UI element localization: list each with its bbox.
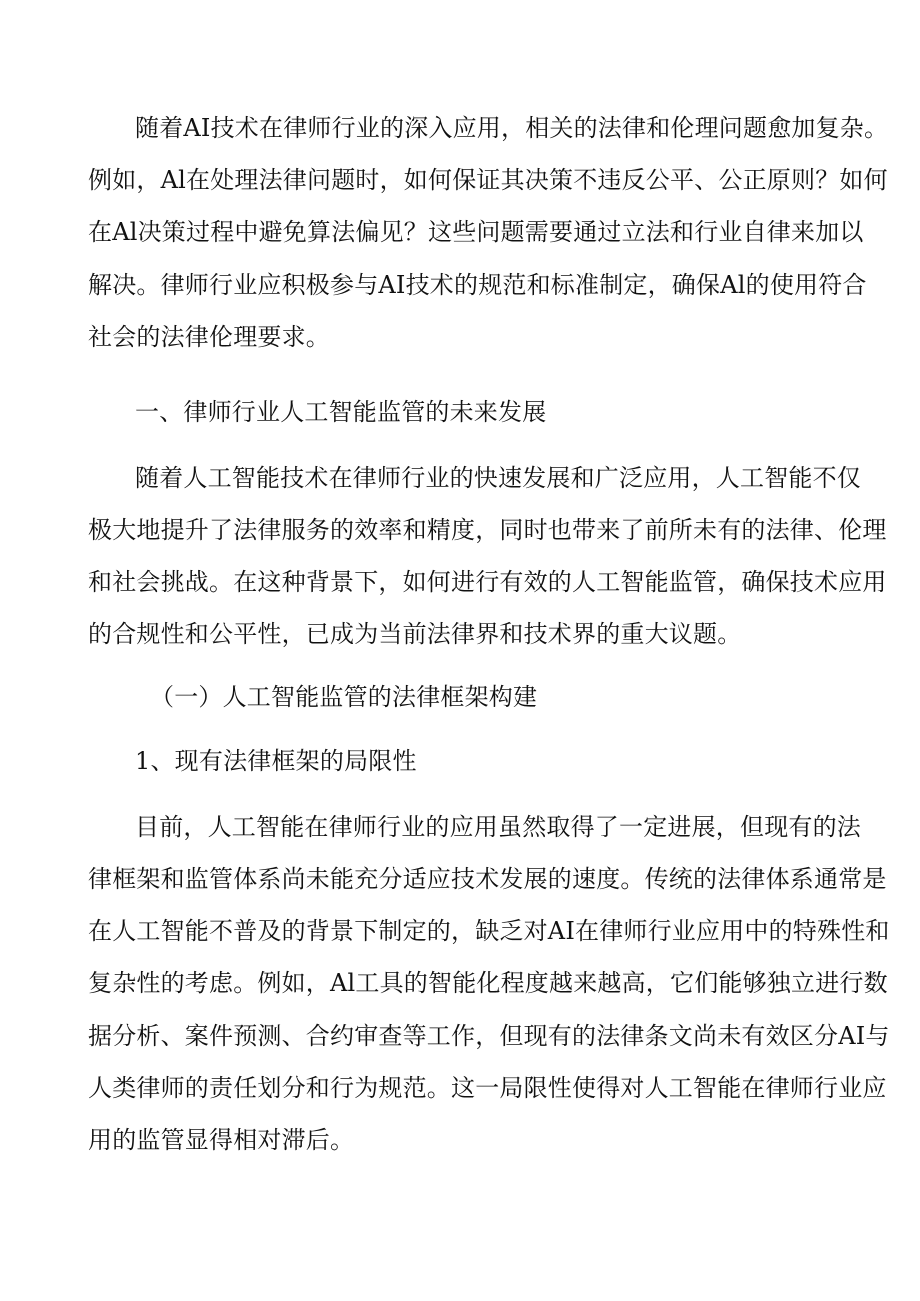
paragraph-line: 律框架和监管体系尚未能充分适应技术发展的速度。传统的法律体系通常是 [88,865,887,893]
paragraph-line: 例如，Al在处理法律问题时，如何保证其决策不违反公平、公正原则？如何 [88,166,888,194]
paragraph-line: 用的监管显得相对滞后。 [88,1126,355,1154]
section-heading: 一、律师行业人工智能监管的未来发展 [135,398,547,426]
paragraph-line: 据分析、案件预测、合约审查等工作，但现有的法律条文尚未有效区分AI与 [88,1022,890,1050]
paragraph-line: 复杂性的考虑。例如，Al工具的智能化程度越来越高，它们能够独立进行数 [88,969,888,997]
paragraph-line: 人类律师的责任划分和行为规范。这一局限性使得对人工智能在律师行业应 [88,1074,887,1102]
paragraph-line: 的合规性和公平性，已成为当前法律界和技术界的重大议题。 [88,620,742,648]
paragraph-line: 解决。律师行业应积极参与AI技术的规范和标准制定，确保Al的使用符合 [88,271,867,299]
subsection-heading: （一）人工智能监管的法律框架构建 [150,683,538,711]
sub-subsection-heading: 1、现有法律框架的局限性 [135,747,417,775]
paragraph-line: 随着人工智能技术在律师行业的快速发展和广泛应用，人工智能不仅 [135,464,861,492]
paragraph-line: 和社会挑战。在这种背景下，如何进行有效的人工智能监管，确保技术应用 [88,568,887,596]
paragraph-line: 目前，人工智能在律师行业的应用虽然取得了一定进展，但现有的法 [135,813,861,841]
paragraph-line: 在人工智能不普及的背景下制定的，缺乏对AI在律师行业应用中的特殊性和 [88,917,890,945]
paragraph-line: 随着AI技术在律师行业的深入应用，相关的法律和伦理问题愈加复杂。 [135,114,889,142]
paragraph-line: 在Al决策过程中避免算法偏见？这些问题需要通过立法和行业自律来加以 [88,218,864,246]
paragraph-line: 极大地提升了法律服务的效率和精度，同时也带来了前所未有的法律、伦理 [88,516,887,544]
paragraph-line: 社会的法律伦理要求。 [88,323,330,351]
